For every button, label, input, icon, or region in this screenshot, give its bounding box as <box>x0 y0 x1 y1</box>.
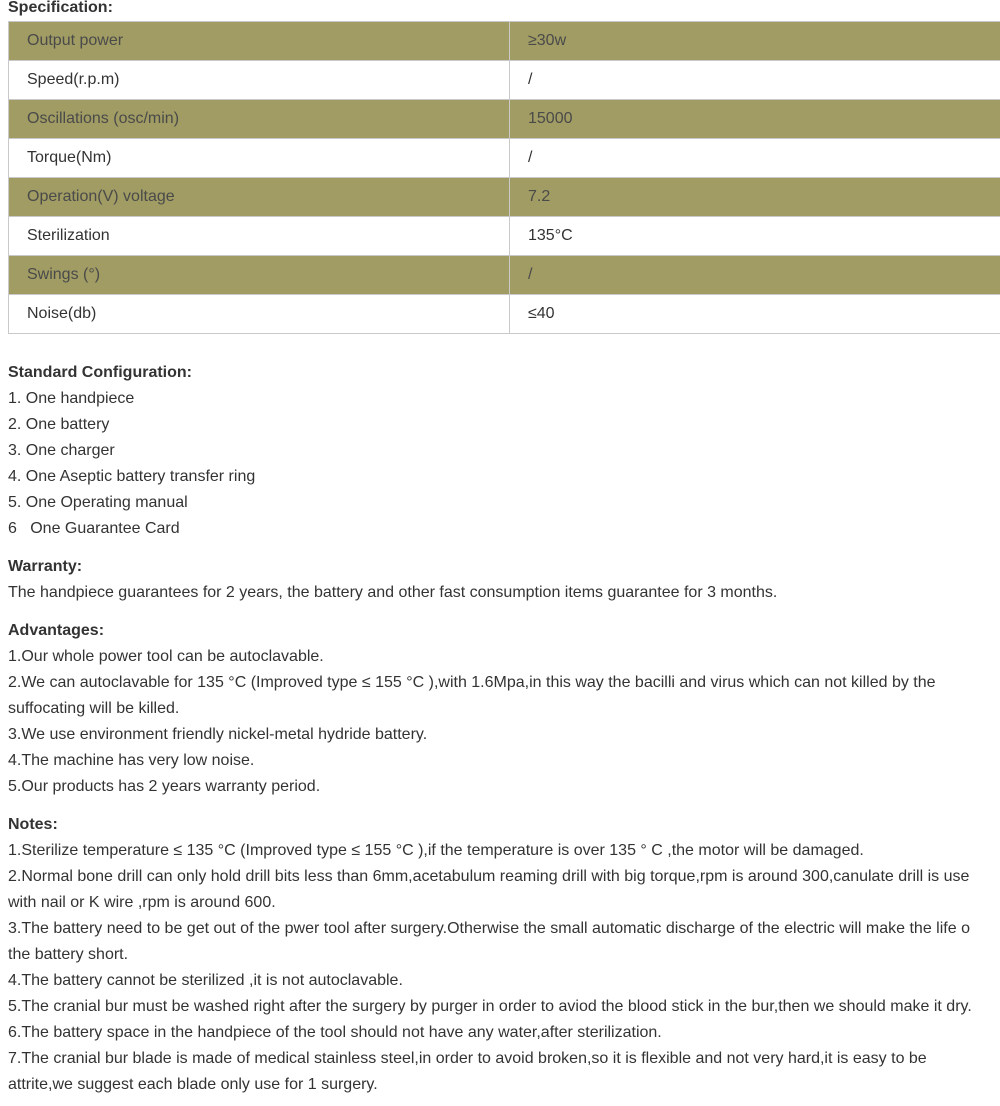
list-item: 2.Normal bone drill can only hold drill bits less than 6mm,acetabulum reaming drill with big torque,rpm is around 300,canulate drill is use <box>8 868 970 885</box>
spec-label: Output power <box>9 22 510 61</box>
notes-section <box>8 812 1000 1098</box>
table-row <box>9 217 1000 256</box>
warranty-heading: Warranty: <box>8 558 83 575</box>
warranty-text: The handpiece guarantees for 2 years, the battery and other fast consumption items guarantee for 3 months. <box>8 584 778 601</box>
list-item: with nail or K wire ,rpm is around 600. <box>8 894 276 911</box>
list-item: 2.We can autoclavable for 135 °C (Improved type ≤ 155 °C ),with 1.6Mpa,in this way the bacilli and virus which can not killed by the suffocating will be killed. <box>8 674 936 717</box>
list-item: 6 One Guarantee Card <box>8 520 180 537</box>
list-item: 1.Our whole power tool can be autoclavable. <box>8 648 324 665</box>
list-item: 3.We use environment friendly nickel-metal hydride battery. <box>8 726 428 743</box>
table-row <box>9 100 1000 139</box>
list-item: 7.The cranial bur blade is made of medical stainless steel,in order to avoid broken,so it is flexible and not very hard,it is easy to be attrite,we suggest each blade only use for 1 surgery. <box>8 1050 927 1093</box>
spec-value: / <box>510 61 1000 100</box>
spec-value: ≥30w <box>510 22 1000 61</box>
spec-value: / <box>510 139 1000 178</box>
list-item: 1.Sterilize temperature ≤ 135 °C (Improved type ≤ 155 °C ),if the temperature is over 135 ° C ,the motor will be damaged. <box>8 842 864 859</box>
standard-configuration-section <box>8 360 1000 542</box>
list-item: 4. One Aseptic battery transfer ring <box>8 468 256 485</box>
table-row <box>9 295 1000 334</box>
spec-value: 15000 <box>510 100 1000 139</box>
specification-table <box>8 21 1000 334</box>
spec-label: Operation(V) voltage <box>9 178 510 217</box>
specification-heading: Specification: <box>8 0 113 16</box>
spec-value: 7.2 <box>510 178 1000 217</box>
list-item: 1. One handpiece <box>8 390 135 407</box>
spec-label: Sterilization <box>9 217 510 256</box>
list-item: 4.The machine has very low noise. <box>8 752 255 769</box>
standard-configuration-heading: Standard Configuration: <box>8 364 192 381</box>
list-item: 5.The cranial bur must be washed right after the surgery by purger in order to aviod the blood stick in the bur,then we should make it dry. <box>8 998 972 1015</box>
spec-label: Speed(r.p.m) <box>9 61 510 100</box>
list-item: 3.The battery need to be get out of the pwer tool after surgery.Otherwise the small automatic discharge of the electric will make the life o <box>8 920 970 937</box>
table-row <box>9 178 1000 217</box>
product-description <box>8 0 1000 1098</box>
spec-label: Noise(db) <box>9 295 510 334</box>
advantages-heading: Advantages: <box>8 622 105 639</box>
list-item: 2. One battery <box>8 416 110 433</box>
list-item: 5. One Operating manual <box>8 494 188 511</box>
list-item: the battery short. <box>8 946 129 963</box>
spec-label: Swings (°) <box>9 256 510 295</box>
table-row <box>9 139 1000 178</box>
table-row <box>9 61 1000 100</box>
spec-label: Oscillations (osc/min) <box>9 100 510 139</box>
spec-value: 135°C <box>510 217 1000 256</box>
warranty-section <box>8 554 1000 606</box>
spec-value: ≤40 <box>510 295 1000 334</box>
spec-value: / <box>510 256 1000 295</box>
list-item: 4.The battery cannot be sterilized ,it is not autoclavable. <box>8 972 403 989</box>
list-item: 5.Our products has 2 years warranty period. <box>8 778 321 795</box>
notes-heading: Notes: <box>8 816 58 833</box>
table-row <box>9 256 1000 295</box>
table-row <box>9 22 1000 61</box>
spec-label: Torque(Nm) <box>9 139 510 178</box>
list-item: 6.The battery space in the handpiece of the tool should not have any water,after sterilization. <box>8 1024 662 1041</box>
advantages-section <box>8 618 1000 800</box>
list-item: 3. One charger <box>8 442 115 459</box>
